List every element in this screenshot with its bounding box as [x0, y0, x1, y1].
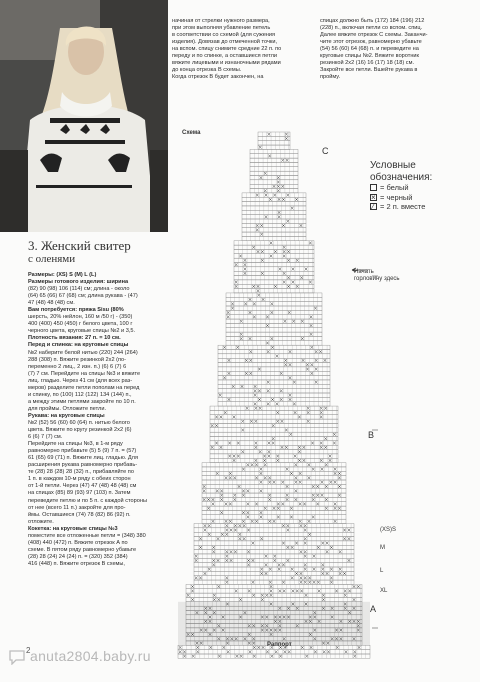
left-text-line: переменно 2 лиц., 2 изн. п.) (6) 6 (7) 6 [28, 363, 127, 370]
left-text-line: Перед и спинка: на круговые спицы [28, 342, 129, 349]
chart-label-b: B [368, 430, 375, 440]
legend-item-white [370, 183, 480, 193]
top-right-text-line: (228) п., включая петли со вспом. спиц. [320, 25, 423, 32]
size-marker-m: M [380, 545, 385, 551]
top-middle-text-line: до конца отрезка В схемы. [172, 67, 242, 74]
left-text-line: а между этими петлями закройте по 10 п. [28, 398, 136, 405]
left-text-line: (82) 90 (98) 106 (114) см; длина - около [28, 286, 130, 293]
top-right-text-line: Закройте все петли. Вшейте рукава в [320, 67, 418, 74]
size-marker-xs-s: (XS)S [380, 527, 397, 533]
top-middle-text-line: при этом выполняя убавление петель [172, 25, 271, 32]
left-text-line: на спицах (85) 89 (93) 97 (103) п. Затем [28, 490, 131, 497]
left-text-line: Размеры: (XS) S (M) L (L) [28, 272, 97, 278]
left-text-line: от нее (всего 11 п.) закройте для про- [28, 504, 126, 511]
top-middle-text-line: вяжите лицевыми и изнаночными рядами [172, 60, 281, 67]
left-text-line: расширения рукава равномерно прибавь- [28, 462, 138, 469]
top-right-text-line: спицах должно быть (172) 184 (196) 212 [320, 18, 425, 24]
photo-illustration [0, 0, 168, 232]
left-text-line: Плотность вязания: 27 п. = 10 см. [28, 335, 121, 342]
top-middle-text-line: на вспом. спицу снимите средние 22 п. по [172, 46, 282, 53]
top-middle-text-line: в соответствии со схемой (для сужения [172, 32, 276, 39]
chart-label-schema: Схема [182, 130, 201, 136]
chart-label-repeat: Раппорт [267, 642, 292, 648]
left-text-line: Рукава: на круговые спицы [28, 412, 105, 419]
chart-grid [178, 132, 378, 658]
top-right-text-line: Далее вяжите отрезок С схемы. Заканчи- [320, 32, 428, 39]
left-text-line: для проймы. Отложите петли. [28, 405, 106, 412]
chart-label-start-neck-2: горловину здесь [354, 276, 400, 282]
left-text-line: отложите. [28, 518, 54, 525]
top-middle-text-line: Когда отрезок В будет закончен, на [172, 74, 264, 81]
speech-bubble-icon [8, 649, 26, 665]
top-right-text-line: круговые спицы №2. Вяжите воротник [320, 53, 419, 60]
left-text-line: лиц. гладью. Через 41 см (для всех раз- [28, 377, 133, 384]
left-text-line: Вам потребуется: пряжа Sisu (80% [28, 307, 124, 314]
size-marker-xl: XL [380, 588, 388, 594]
chart-label-start-neck-1: Начать [354, 269, 374, 275]
top-right-text-line: пройму. [320, 74, 341, 81]
pattern-heading [28, 238, 168, 266]
left-text-line: и спинку, по (100) 112 (122) 134 (144) п., [28, 391, 132, 398]
left-text-line: (28) 28 (24) 24 (24) п. = (320) 352 (384) [28, 553, 128, 560]
left-text-line: схеме. В пятом ряду равномерно убавьте [28, 546, 137, 553]
page-number: 2 [26, 646, 31, 655]
text-column-left [28, 272, 168, 568]
text-column-top-right [320, 18, 468, 81]
left-text-line: 6 (6) 7 (7) см. [28, 434, 63, 441]
knitting-chart [172, 128, 380, 668]
left-text-line: 288 (308) п. Вяжите резинкой 2х2 (по- [28, 356, 126, 363]
top-middle-text-line: начиная от стрелки нужного размера, [172, 18, 270, 24]
model-photo [0, 0, 168, 232]
left-text-line: цвета. Вяжите по кругу резинкой 2х2 (6) [28, 427, 132, 434]
left-text-line: меров) разделите петли пополам на перед [28, 384, 140, 391]
left-text-line: 1 п. в каждом 10-м ряду с обеих сторон [28, 476, 131, 483]
left-text-line: 400 (400) 450 (450) г белого цвета, 100 г [28, 321, 133, 328]
legend-item-black [370, 193, 480, 203]
legend-label-black: = черный [380, 192, 413, 202]
top-right-text-line: резинкой 2х2 (16) 16 (17) 18 (18) см. [320, 60, 415, 67]
watermark: anuta2804.baby.ru [30, 648, 151, 664]
top-right-text-line: (54) 56 (60) 64 (68) п. и переведите на [320, 46, 419, 53]
left-text-line: 61 (65) 69 (71) п. Вяжите лиц. гладью. Для [28, 455, 138, 462]
left-text-line: №2 наберите белой нитью (220) 244 (264) [28, 349, 138, 356]
pattern-title: 3. Женский свитер [28, 238, 131, 253]
left-text-line: переведите петлю и по 5 п. с каждой стороны [28, 497, 147, 504]
left-text-line: (7) 7 см. Перейдите на спицы №3 и вяжите [28, 370, 141, 377]
legend-title-line-2: обозначения: [370, 171, 433, 183]
top-middle-text-line: переду и по спинке, а оставшиеся петли [172, 53, 278, 60]
left-text-line: №2 (52) 56 (60) 60 (64) п. нитью белого [28, 419, 130, 426]
left-text-line: 416 (448) п. Вяжите отрезок В схемы, [28, 560, 125, 567]
legend [370, 160, 480, 212]
chart-label-a: A [370, 604, 377, 614]
legend-label-decrease: = 2 п. вместе [380, 202, 426, 211]
left-text-line: шерсть, 20% нейлон, 160 м /50 г) - (350) [28, 314, 133, 321]
left-text-line: от 1-й петли. Через (47) 47 (48) 48 (48) см [28, 483, 137, 490]
left-text-line: Кокетка: на круговые спицы №3 [28, 525, 118, 532]
left-text-line: равномерно прибавьте (5) 5 (9) 7 п. = (57) [28, 448, 137, 455]
legend-title-line-1: Условные [370, 160, 416, 171]
left-text-line: (408) 440 (472) п. Вяжите отрезок А по [28, 539, 128, 546]
left-text-line: 47 (48) 48 (48) см. [28, 300, 75, 307]
left-text-line: Размеры готового изделия: ширина [28, 279, 129, 286]
pattern-subtitle: с оленями [28, 253, 76, 265]
top-middle-text-line: изделия). Довязав до отмеченной точки, [172, 39, 278, 46]
size-marker-l: L [380, 568, 384, 574]
legend-label-white: = белый [380, 183, 409, 192]
text-column-top-middle [172, 18, 315, 81]
chart-label-c: C [322, 146, 329, 156]
top-right-text-line: чите этот отрезок, равномерно убавьте [320, 39, 422, 46]
left-text-line: ймы. Оставшиеся (74) 78 (82) 86 (92) п. [28, 511, 131, 518]
left-text-line: Перейдите на спицы №3, в 1-м ряду [28, 441, 123, 448]
left-text-line: поместите все отложенные петли = (348) 380 [28, 532, 146, 539]
left-text-line: (64) 65 (66) 67 (68) см; длина рукава - (47) [28, 293, 138, 300]
left-text-line: черного цвета, круговые спицы №2 и 3,5. [28, 328, 136, 335]
left-text-line: те (28) 28 (28) 28 (32) п., прибавляйте по [28, 469, 134, 476]
legend-item-decrease [370, 202, 480, 212]
